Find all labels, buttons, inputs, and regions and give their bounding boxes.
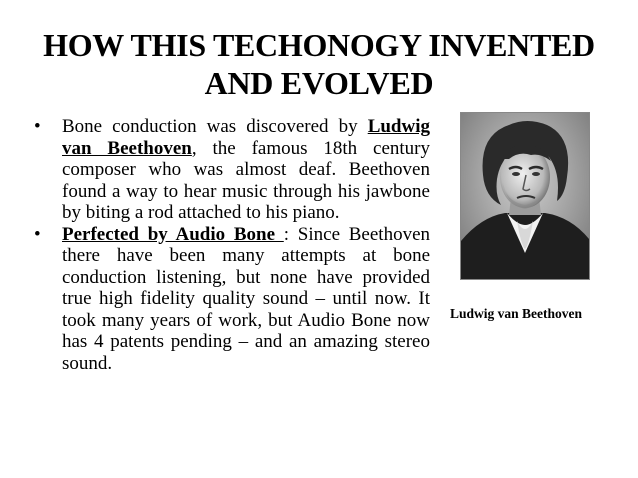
bullet-text-after: , the famous 18th century composer who was almost deaf. Beethoven found a way to hear music through his jawbone by biting a rod attached to his piano. xyxy=(62,137,430,223)
bullet-list xyxy=(34,116,430,374)
beethoven-link[interactable]: Ludwig van Beethoven xyxy=(62,116,430,159)
bullet-text-after: : Since Beethoven there have been many attempts at bone conduction listening, but none have provided true high fidelity quality sound – until now. It took many years of work, but Audio Bone now has 4 patents pending – and an amazing stereo sound. xyxy=(62,223,430,374)
portrait-icon xyxy=(461,113,589,279)
bullet-marker: • xyxy=(34,116,41,137)
bullet-item-discovery xyxy=(34,116,430,224)
bullet-text-before: Bone conduction was discovered by xyxy=(62,116,368,137)
beethoven-portrait xyxy=(460,112,590,280)
slide-title xyxy=(20,26,618,102)
portrait-caption: Ludwig van Beethoven xyxy=(450,306,583,321)
title-line-2: AND EVOLVED xyxy=(204,65,434,101)
bullet-item-perfected xyxy=(34,224,430,375)
bullet-marker: • xyxy=(34,223,41,245)
title-line-1: HOW THIS TECHONOGY INVENTED xyxy=(43,27,595,63)
audio-bone-link[interactable]: Perfected by Audio Bone xyxy=(62,223,284,245)
